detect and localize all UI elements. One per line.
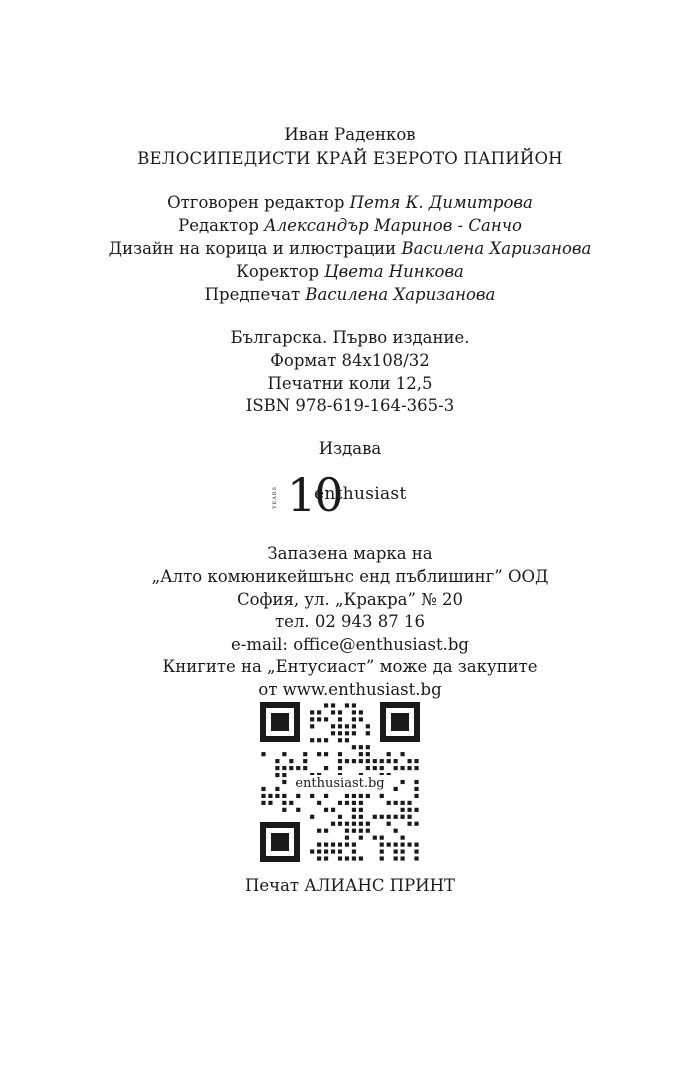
buy-line: Книгите на „Ентусиаст” може да закупите <box>162 657 538 676</box>
qr-module <box>275 766 279 770</box>
qr-module <box>345 724 349 728</box>
qr-module <box>352 849 356 853</box>
qr-module <box>331 822 335 826</box>
qr-module <box>359 752 363 756</box>
qr-module <box>387 843 391 847</box>
qr-module <box>366 724 370 728</box>
qr-module <box>261 752 265 756</box>
credit-line <box>0 238 700 260</box>
qr-module <box>282 801 286 805</box>
qr-module <box>345 794 349 798</box>
qr-module <box>296 808 300 812</box>
qr-module <box>394 787 398 791</box>
qr-module <box>394 815 398 819</box>
qr-module <box>289 801 293 805</box>
qr-module <box>352 856 356 860</box>
qr-module <box>303 752 307 756</box>
qr-module <box>414 766 418 770</box>
qr-module <box>387 752 391 756</box>
qr-module <box>352 731 356 735</box>
qr-module <box>338 843 342 847</box>
qr-module <box>345 731 349 735</box>
qr-module <box>366 752 370 756</box>
qr-module <box>345 703 349 707</box>
qr-module <box>345 822 349 826</box>
trademark-line: Запазена марка на <box>267 544 433 563</box>
qr-module <box>338 815 342 819</box>
credit-person: Петя К. Димитрова <box>349 193 533 212</box>
qr-module <box>317 856 321 860</box>
qr-module <box>401 836 405 840</box>
qr-brand-label: enthusiast.bg <box>289 775 391 793</box>
qr-module <box>282 766 286 770</box>
qr-module <box>345 738 349 742</box>
qr-module <box>359 717 363 721</box>
qr-module <box>359 710 363 714</box>
qr-module <box>317 849 321 853</box>
qr-module <box>338 856 342 860</box>
qr-module <box>324 794 328 798</box>
credit-role: Коректор <box>236 262 325 281</box>
qr-module <box>414 759 418 763</box>
qr-module <box>414 856 418 860</box>
qr-module <box>359 836 363 840</box>
qr-module <box>275 773 279 777</box>
edition-line: Българска. Първо издание. <box>230 328 470 347</box>
credit-role: Редактор <box>178 216 265 235</box>
qr-module <box>359 745 363 749</box>
qr-module <box>352 829 356 833</box>
qr-module <box>407 815 411 819</box>
qr-module <box>414 843 418 847</box>
logo-years: YEARS <box>272 486 278 509</box>
qr-module <box>359 815 363 819</box>
publisher-logo <box>270 468 430 524</box>
qr-module <box>380 836 384 840</box>
qr-module <box>275 759 279 763</box>
qr-module <box>366 794 370 798</box>
qr-module <box>407 766 411 770</box>
qr-module <box>352 717 356 721</box>
address-line: София, ул. „Кракра” № 20 <box>236 590 463 609</box>
qr-module <box>394 856 398 860</box>
qr-module <box>380 759 384 763</box>
qr-module <box>373 815 377 819</box>
email-line: e-mail: office@enthusiast.bg <box>231 635 469 654</box>
qr-module <box>373 759 377 763</box>
qr-module <box>352 759 356 763</box>
qr-module <box>366 766 370 770</box>
logo-name: enthusiast <box>314 484 407 504</box>
qr-module <box>317 752 321 756</box>
qr-module <box>331 808 335 812</box>
qr-module <box>359 808 363 812</box>
publisher-label: Издава <box>318 439 382 458</box>
credit-line <box>0 261 700 283</box>
qr-module <box>401 856 405 860</box>
qr-module <box>345 856 349 860</box>
qr-module <box>394 843 398 847</box>
qr-module <box>310 849 314 853</box>
qr-module <box>317 843 321 847</box>
qr-module <box>324 703 328 707</box>
qr-module <box>394 849 398 853</box>
qr-module <box>387 801 391 805</box>
qr-module <box>317 829 321 833</box>
qr-module <box>338 849 342 853</box>
qr-module <box>268 794 272 798</box>
qr-module <box>289 759 293 763</box>
logo-number: 10 <box>287 468 342 522</box>
qr-module <box>331 703 335 707</box>
qr-module <box>407 843 411 847</box>
qr-module <box>394 801 398 805</box>
qr-module <box>310 738 314 742</box>
qr-module <box>331 849 335 853</box>
printer-line: Печат АЛИАНС ПРИНТ <box>245 876 455 895</box>
qr-module <box>345 836 349 840</box>
qr-module <box>261 801 265 805</box>
qr-module <box>324 829 328 833</box>
qr-module <box>352 822 356 826</box>
qr-module <box>331 731 335 735</box>
qr-module <box>359 822 363 826</box>
qr-module <box>282 773 286 777</box>
qr-module <box>401 780 405 784</box>
qr-module <box>324 849 328 853</box>
qr-module <box>296 766 300 770</box>
author-name: Иван Раденков <box>284 125 416 144</box>
credit-line <box>0 284 700 306</box>
qr-module <box>380 849 384 853</box>
qr-module <box>275 794 279 798</box>
qr-module <box>373 836 377 840</box>
qr-module <box>401 801 405 805</box>
qr-module <box>401 815 405 819</box>
qr-module <box>282 780 286 784</box>
qr-module <box>282 752 286 756</box>
qr-module <box>317 738 321 742</box>
qr-module <box>338 717 342 721</box>
qr-module <box>324 738 328 742</box>
credit-person: Василена Харизанова <box>305 285 496 304</box>
credit-person: Цвета Нинкова <box>324 262 464 281</box>
qr-module <box>380 794 384 798</box>
qr-module <box>394 829 398 833</box>
qr-module <box>401 843 405 847</box>
qr-module <box>317 801 321 805</box>
qr-module <box>324 808 328 812</box>
qr-module <box>352 745 356 749</box>
qr-module <box>324 856 328 860</box>
qr-module <box>401 808 405 812</box>
qr-module <box>414 822 418 826</box>
phone-line: тел. 02 943 87 16 <box>274 612 426 631</box>
qr-module <box>414 808 418 812</box>
qr-module <box>387 759 391 763</box>
qr-module <box>380 843 384 847</box>
qr-module <box>338 710 342 714</box>
qr-module <box>401 752 405 756</box>
credit-role: Дизайн на корица и илюстрации <box>108 239 402 258</box>
qr-module <box>338 724 342 728</box>
qr-module <box>303 759 307 763</box>
qr-code <box>260 702 420 862</box>
qr-module <box>359 829 363 833</box>
qr-module <box>414 780 418 784</box>
qr-module <box>310 710 314 714</box>
qr-module <box>282 808 286 812</box>
qr-module <box>338 801 342 805</box>
website-line: от www.enthusiast.bg <box>258 680 442 699</box>
qr-module <box>338 766 342 770</box>
qr-module <box>324 843 328 847</box>
qr-module <box>345 801 349 805</box>
qr-module <box>380 856 384 860</box>
company-line: „Алто комюникейшънс енд пъблишинг” ООД <box>151 567 549 586</box>
qr-module <box>310 794 314 798</box>
qr-module <box>352 801 356 805</box>
credit-line <box>0 192 700 214</box>
qr-module <box>359 794 363 798</box>
qr-module <box>373 766 377 770</box>
qr-module <box>317 717 321 721</box>
qr-module <box>407 808 411 812</box>
qr-module <box>338 738 342 742</box>
qr-module <box>352 724 356 728</box>
qr-module <box>359 801 363 805</box>
qr-module <box>407 801 411 805</box>
qr-module <box>414 849 418 853</box>
qr-module <box>366 731 370 735</box>
qr-module <box>261 794 265 798</box>
qr-module <box>296 794 300 798</box>
qr-module <box>366 822 370 826</box>
qr-module <box>387 815 391 819</box>
book-title: ВЕЛОСИПЕДИСТИ КРАЙ ЕЗЕРОТО ПАПИЙОН <box>137 149 563 168</box>
qr-module <box>407 759 411 763</box>
qr-module <box>352 703 356 707</box>
qr-module <box>310 815 314 819</box>
qr-module <box>345 843 349 847</box>
qr-module <box>366 745 370 749</box>
qr-module <box>352 815 356 819</box>
qr-module <box>366 759 370 763</box>
qr-module <box>331 843 335 847</box>
qr-module <box>324 752 328 756</box>
qr-module <box>352 843 356 847</box>
qr-module <box>317 710 321 714</box>
qr-module <box>352 794 356 798</box>
qr-module <box>303 766 307 770</box>
qr-module <box>387 822 391 826</box>
qr-module <box>310 724 314 728</box>
credit-role: Предпечат <box>204 285 306 304</box>
credit-person: Василена Харизанова <box>401 239 592 258</box>
qr-module <box>359 759 363 763</box>
credit-role: Отговорен редактор <box>167 193 350 212</box>
qr-module <box>345 759 349 763</box>
qr-module <box>310 717 314 721</box>
qr-module <box>366 829 370 833</box>
qr-module <box>345 829 349 833</box>
credit-line <box>0 215 700 237</box>
credit-person: Александър Маринов - Санчо <box>264 216 522 235</box>
qr-module <box>352 808 356 812</box>
qr-module <box>261 787 265 791</box>
qr-module <box>338 759 342 763</box>
qr-module <box>380 815 384 819</box>
qr-module <box>394 759 398 763</box>
qr-module <box>338 752 342 756</box>
qr-module <box>268 801 272 805</box>
qr-module <box>352 710 356 714</box>
qr-module <box>275 787 279 791</box>
qr-module <box>414 787 418 791</box>
qr-module <box>401 766 405 770</box>
isbn-line: ISBN 978-619-164-365-3 <box>245 396 455 415</box>
qr-module <box>414 794 418 798</box>
qr-module <box>359 856 363 860</box>
qr-module <box>407 822 411 826</box>
qr-module <box>394 766 398 770</box>
qr-module <box>338 822 342 826</box>
qr-module <box>282 794 286 798</box>
qr-module <box>401 849 405 853</box>
qr-module <box>324 717 328 721</box>
format-line: Формат 84х108/32 <box>270 351 430 370</box>
qr-module <box>324 766 328 770</box>
qr-module <box>331 724 335 728</box>
sheets-line: Печатни коли 12,5 <box>267 374 433 393</box>
qr-module <box>338 731 342 735</box>
qr-module <box>289 766 293 770</box>
qr-module <box>380 766 384 770</box>
qr-module <box>331 710 335 714</box>
